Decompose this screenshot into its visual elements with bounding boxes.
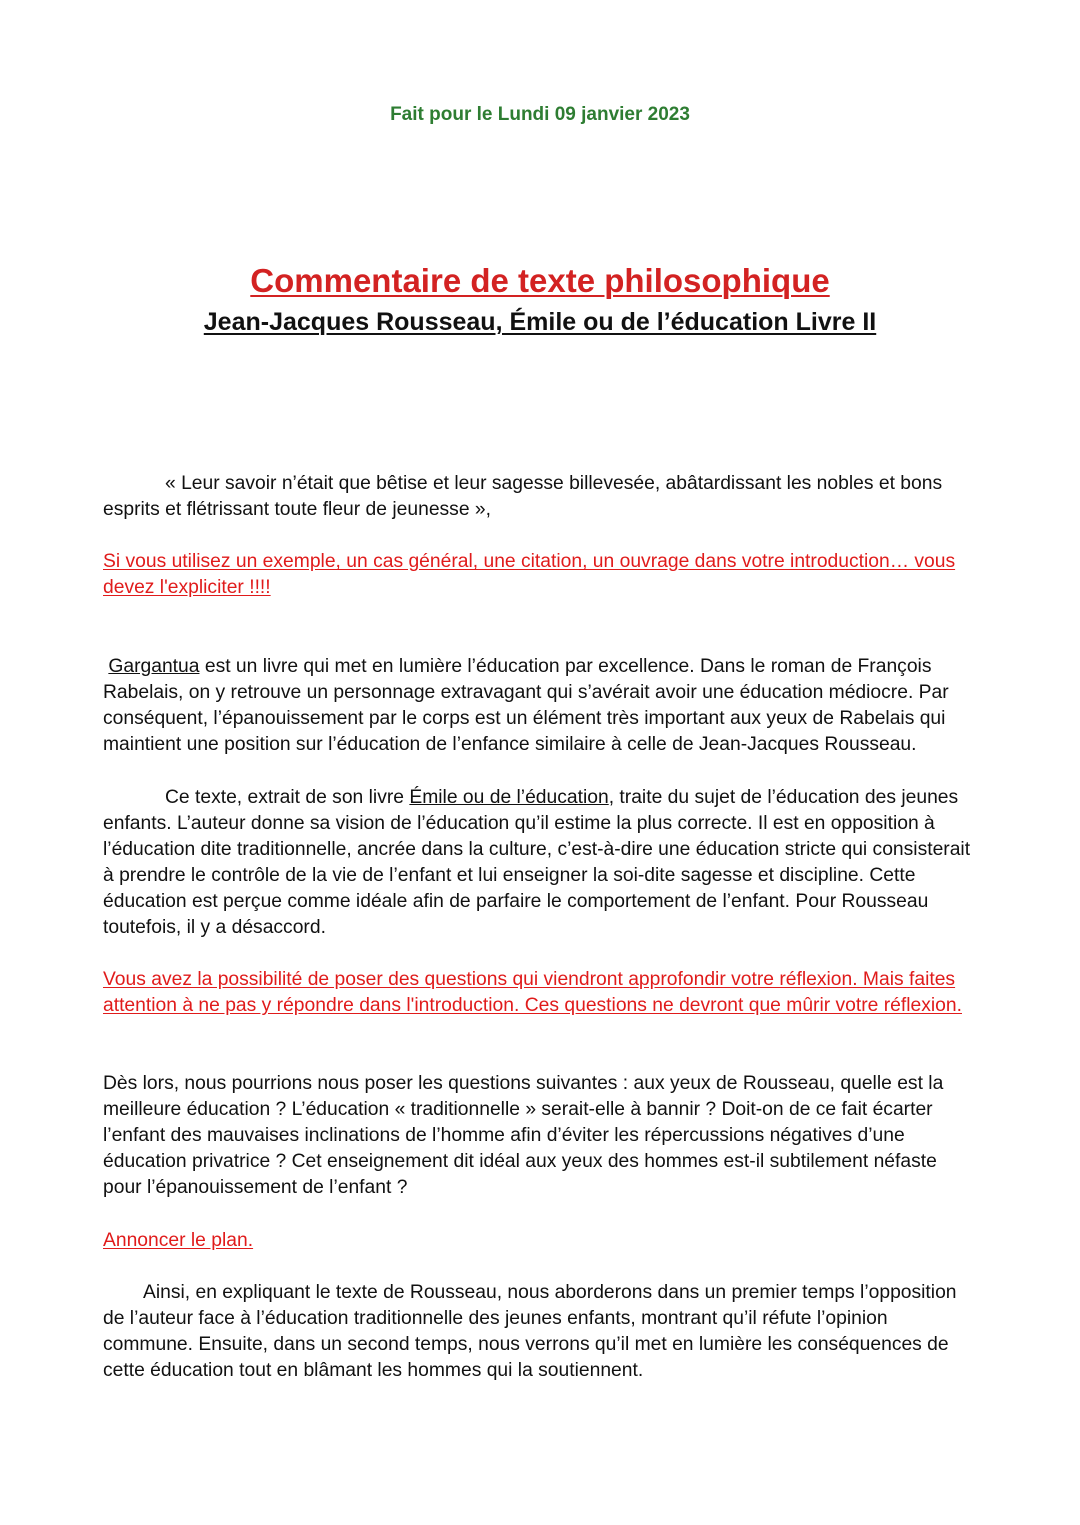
paragraph-gargantua	[103, 654, 973, 758]
book-title-gargantua: Gargantua	[108, 656, 200, 677]
book-title-emile: Émile ou de l’éducation	[409, 787, 609, 808]
paragraph-emile-lead: Ce texte, extrait de son livre	[165, 787, 410, 808]
paragraph-emile-text: , traite du sujet de l’éducation des jeunes enfants. L’auteur donne sa vision de l’éducation qu’il estime la plus correcte. Il est en opposition à l’éducation dite traditionnelle, ancrée dans la culture, c’est-à-dire une éducation stricte qui consisterait à prendre le contrôle de la vie de l’enfant et lui enseigner la soi-dite sagesse et discipline. Cette éducation est perçue comme idéale afin de parfaire le comportement de l’enfant. Pour Rousseau toutefois, il y a désaccord.	[103, 787, 971, 939]
teacher-note-1: Si vous utilisez un exemple, un cas général, une citation, un ouvrage dans votre introduction… vous devez l'expliciter !!!!	[103, 551, 956, 599]
paragraph-emile	[103, 785, 973, 942]
teacher-note-3: Annoncer le plan.	[103, 1230, 254, 1251]
paragraph-plan: Ainsi, en expliquant le texte de Rousseau, nous aborderons dans un premier temps l’opposition de l’auteur face à l’éducation traditionnelle des jeunes enfants, montrant qu’il réfute l’opinion commune. Ensuite, dans un second temps, nous verrons qu’il met en lumière les conséquences de cette éducation tout en blâmant les hommes qui la soutiennent.	[103, 1282, 957, 1382]
page-subtitle: Jean-Jacques Rousseau, Émile ou de l’éducation Livre II	[203, 308, 877, 336]
quote-paragraph: « Leur savoir n’était que bêtise et leur sagesse billevesée, abâtardissant les nobles et bons esprits et flétrissant toute fleur de jeunesse »,	[103, 473, 943, 521]
page-title: Commentaire de texte philosophique	[250, 262, 830, 299]
teacher-note-2: Vous avez la possibilité de poser des questions qui viendront approfondir votre réflexion. Mais faites attention à ne pas y répondre dans l'introduction. Ces questions ne devront que mûrir votre réflexion.	[103, 969, 962, 1017]
paragraph-gargantua-text: est un livre qui met en lumière l’éducation par excellence. Dans le roman de François Rabelais, on y retrouve un personnage extravagant qui s’avérait avoir une éducation médiocre. Par conséquent, l’épanouissement par le corps est un élément très important aux yeux de Rabelais qui maintient une position sur l’éducation de l’enfance similaire à celle de Jean-Jacques Rousseau.	[103, 656, 949, 756]
date-line: Fait pour le Lundi 09 janvier 2023	[390, 104, 690, 125]
paragraph-questions: Dès lors, nous pourrions nous poser les questions suivantes : aux yeux de Rousseau, quelle est la meilleure éducation ? L’éducation « traditionnelle » serait-elle à bannir ? Doit-on de ce fait écarter l’enfant des mauvaises inclinations de l’homme afin d’éviter les répercussions négatives d’une éducation privatrice ? Cet enseignement dit idéal aux yeux des hommes est-il subtilement néfaste pour l’épanouissement de l’enfant ?	[103, 1073, 944, 1199]
